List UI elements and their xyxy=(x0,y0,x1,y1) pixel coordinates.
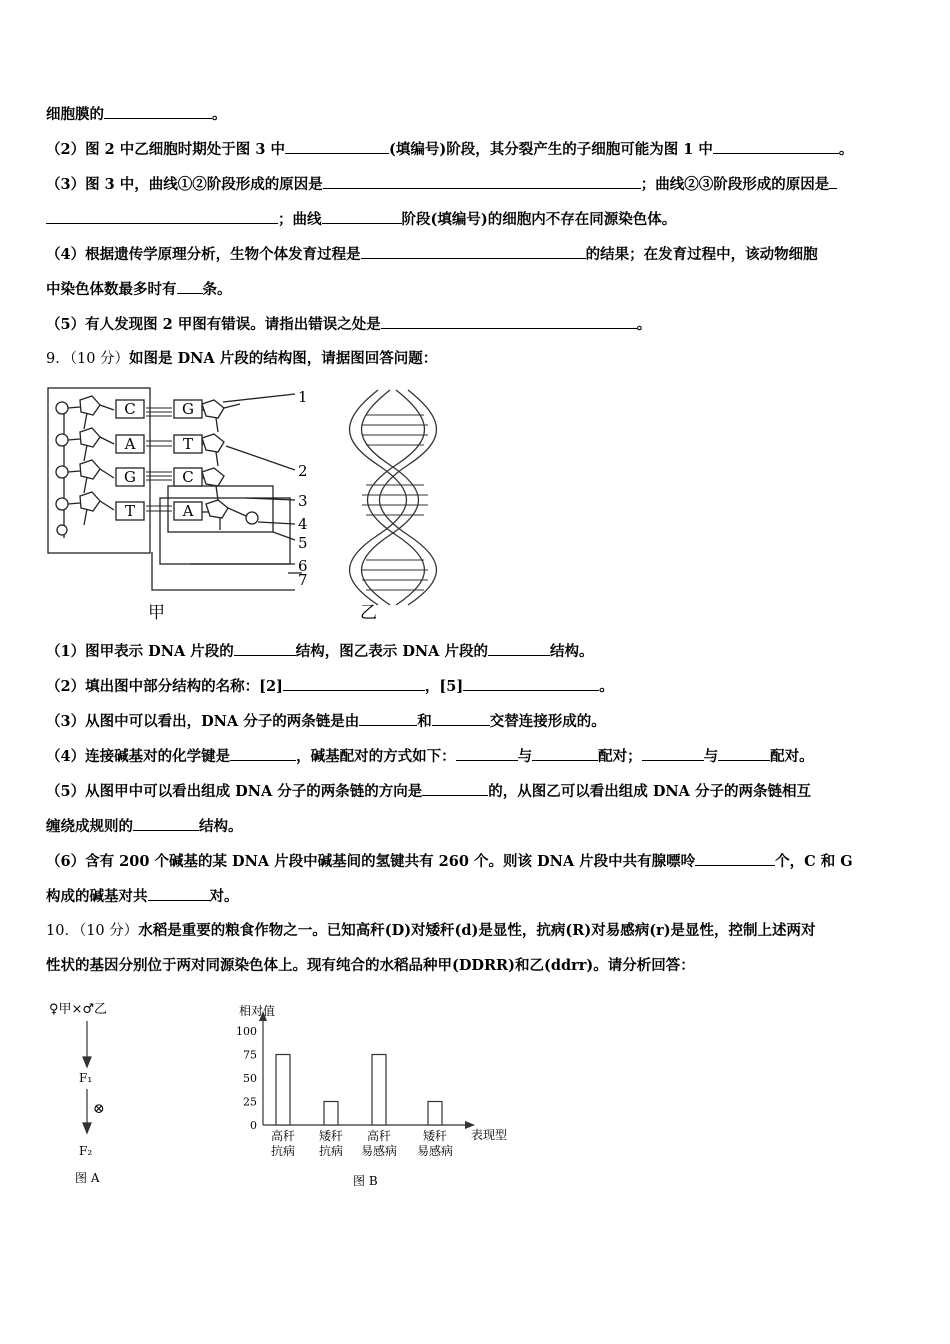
text-segment: 结构，图乙表示 DNA 片段的 xyxy=(295,643,488,660)
answer-blank[interactable] xyxy=(695,851,775,866)
answer-blank[interactable] xyxy=(488,641,550,656)
text-segment: 的结果；在发育过程中，该动物细胞 xyxy=(585,246,818,263)
category-label: 高秆 xyxy=(270,1129,296,1143)
answer-blank[interactable] xyxy=(322,209,402,224)
text-segment: ；曲线②③阶段形成的原因是 xyxy=(640,176,830,193)
answer-blank[interactable] xyxy=(230,746,296,761)
text-segment: 结构。 xyxy=(549,643,594,660)
text-line xyxy=(46,244,818,265)
y-tick-label: 100 xyxy=(236,1025,257,1038)
text-line xyxy=(46,209,676,230)
text-segment: 。 xyxy=(636,316,652,333)
y-tick-label: 0 xyxy=(250,1119,257,1132)
text-line xyxy=(46,956,695,976)
answer-blank[interactable] xyxy=(642,746,704,761)
label-6: 6 xyxy=(298,557,308,575)
answer-blank[interactable] xyxy=(456,746,518,761)
text-segment: 与 xyxy=(703,748,719,765)
text-segment: 和 xyxy=(417,713,432,730)
text-line xyxy=(46,349,437,369)
answer-blank[interactable] xyxy=(283,676,425,691)
label-4: 4 xyxy=(298,515,308,533)
answer-blank[interactable] xyxy=(361,244,586,259)
category-label: 矮秆 xyxy=(422,1129,448,1143)
answer-blank[interactable] xyxy=(323,174,641,189)
text-segment: (填编号)阶段，其分裂产生的子细胞可能为图 1 中 xyxy=(388,141,713,158)
f1-label: F₁ xyxy=(79,1071,93,1085)
bar-0 xyxy=(276,1055,290,1126)
text-segment: ，[5] xyxy=(424,678,464,695)
right-base-0: G xyxy=(182,400,194,418)
label-3: 3 xyxy=(298,492,308,510)
text-line xyxy=(46,851,853,872)
text-segment: 交替连接形成的。 xyxy=(489,713,606,730)
answer-blank[interactable] xyxy=(463,676,599,691)
text-segment: （6）含有 200 个碱基的某 DNA 片段中碱基间的氢键共有 260 个。则该 DNA 片段中共有腺嘌呤 xyxy=(46,853,696,870)
text-segment: （4）根据遗传学原理分析，生物个体发育过程是 xyxy=(46,246,361,263)
cross-label: ♀甲×♂乙 xyxy=(49,1002,108,1017)
text-segment: （4）连接碱基对的化学键是 xyxy=(46,748,231,765)
left-backbone xyxy=(56,396,114,535)
answer-blank[interactable] xyxy=(422,781,488,796)
category-label: 矮秆 xyxy=(318,1129,344,1143)
text-segment: （5）从图甲中可以看出组成 DNA 分子的两条链的方向是 xyxy=(46,783,423,800)
category-label: 抗病 xyxy=(318,1144,344,1158)
text-segment: 对。 xyxy=(209,888,239,905)
text-segment: （3）图 3 中，曲线①②阶段形成的原因是 xyxy=(46,176,323,193)
label-5: 5 xyxy=(298,534,308,552)
answer-blank[interactable] xyxy=(359,711,417,726)
text-line xyxy=(46,139,853,160)
text-segment: （5）有人发现图 2 甲图有错误。请指出错误之处是 xyxy=(46,316,381,333)
answer-blank[interactable] xyxy=(532,746,598,761)
right-base-3: A xyxy=(182,502,194,520)
left-base-2: G xyxy=(124,468,136,486)
x-axis-label: 表现型 xyxy=(471,1128,508,1142)
right-base-1: T xyxy=(182,435,194,453)
answer-blank[interactable] xyxy=(285,139,389,154)
left-base-3: T xyxy=(124,502,136,520)
text-segment: 条。 xyxy=(202,281,232,298)
figure-b-caption: 图 B xyxy=(353,1174,378,1188)
text-line xyxy=(46,279,232,300)
bar-2 xyxy=(372,1055,386,1126)
text-segment: 的，从图乙可以看出组成 DNA 分子的两条链相互 xyxy=(488,783,811,800)
text-segment: 个，C 和 G xyxy=(775,853,853,870)
label-7: 7 xyxy=(298,571,308,589)
text-segment: （3）从图中可以看出，DNA 分子的两条链是由 xyxy=(46,713,360,730)
bar-3 xyxy=(428,1102,442,1126)
text-segment: 。 xyxy=(212,106,227,123)
text-segment: 如图是 DNA 片段的结构图，请据图回答问题： xyxy=(129,350,438,367)
self-cross-symbol: ⊗ xyxy=(93,1101,105,1117)
figure-label-yi: 乙 xyxy=(360,603,377,623)
answer-blank[interactable] xyxy=(133,816,199,831)
figure-a-caption: 图 A xyxy=(75,1171,100,1185)
answer-blank[interactable] xyxy=(713,139,839,154)
f2-label: F₂ xyxy=(79,1144,93,1158)
text-line xyxy=(46,641,593,662)
y-tick-label: 50 xyxy=(243,1072,257,1085)
phenotype-bar-chart xyxy=(225,995,525,1195)
answer-blank[interactable] xyxy=(432,711,490,726)
text-line xyxy=(46,676,614,697)
figure-label-jia: 甲 xyxy=(148,603,165,623)
text-segment: 与 xyxy=(517,748,533,765)
text-segment: （2）图 2 中乙细胞时期处于图 3 中 xyxy=(46,141,285,158)
text-segment: 。 xyxy=(599,678,614,695)
answer-blank[interactable] xyxy=(46,209,278,224)
answer-blank[interactable] xyxy=(148,886,210,901)
bar-1 xyxy=(324,1102,338,1126)
text-segment: 中染色体数最多时有 xyxy=(46,281,177,298)
text-segment: 配对。 xyxy=(770,748,814,765)
answer-blank[interactable] xyxy=(829,174,837,189)
left-base-0: C xyxy=(124,400,136,418)
right-base-2: C xyxy=(182,468,194,486)
text-segment: 性状的基因分别位于两对同源染色体上。现有纯合的水稻品种甲(DDRR)和乙(ddrr)。请分析回答： xyxy=(46,957,695,974)
text-segment: 水稻是重要的粮食作物之一。已知高秆(D)对矮秆(d)是显性，抗病(R)对易感病(r)是显性，控制上述两对 xyxy=(138,922,816,939)
dna-structure-figure xyxy=(40,380,460,630)
answer-blank[interactable] xyxy=(177,279,203,294)
y-tick-label: 75 xyxy=(243,1048,257,1062)
text-segment: 细胞膜的 xyxy=(46,106,104,123)
text-segment: 构成的碱基对共 xyxy=(46,888,148,905)
text-line xyxy=(46,104,227,125)
text-line xyxy=(46,816,243,837)
text-line xyxy=(46,746,814,767)
text-line xyxy=(46,314,651,335)
label-1: 1 xyxy=(298,388,308,406)
text-line xyxy=(46,886,239,907)
y-tick-label: 25 xyxy=(243,1095,257,1109)
text-segment: ；曲线 xyxy=(278,211,322,228)
text-segment: ，碱基配对的方式如下： xyxy=(296,748,456,765)
text-line xyxy=(46,174,837,195)
cross-scheme-figure xyxy=(45,995,165,1195)
category-label: 高秆 xyxy=(366,1129,392,1143)
text-segment: 缠绕成规则的 xyxy=(46,818,133,835)
text-segment: 。 xyxy=(838,141,854,158)
question-number: 10．（10 分） xyxy=(46,923,139,939)
text-line xyxy=(46,711,606,732)
category-label: 抗病 xyxy=(270,1144,296,1158)
answer-blank[interactable] xyxy=(381,314,637,329)
y-axis-label: 相对值 xyxy=(239,1004,276,1018)
text-segment: 配对； xyxy=(598,748,642,765)
double-helix xyxy=(350,390,437,605)
answer-blank[interactable] xyxy=(234,641,296,656)
text-segment: （2）填出图中部分结构的名称：[2] xyxy=(46,678,283,695)
text-line xyxy=(46,781,811,802)
text-line xyxy=(46,921,816,941)
left-base-1: A xyxy=(124,435,136,453)
category-label: 易感病 xyxy=(416,1144,454,1158)
label-2: 2 xyxy=(298,462,308,480)
text-segment: （1）图甲表示 DNA 片段的 xyxy=(46,643,234,660)
answer-blank[interactable] xyxy=(104,104,212,119)
answer-blank[interactable] xyxy=(718,746,770,761)
question-number: 9．（10 分） xyxy=(46,351,130,367)
text-segment: 结构。 xyxy=(199,818,243,835)
category-label: 易感病 xyxy=(360,1144,398,1158)
text-segment: 阶段(填编号)的细胞内不存在同源染色体。 xyxy=(401,211,677,228)
